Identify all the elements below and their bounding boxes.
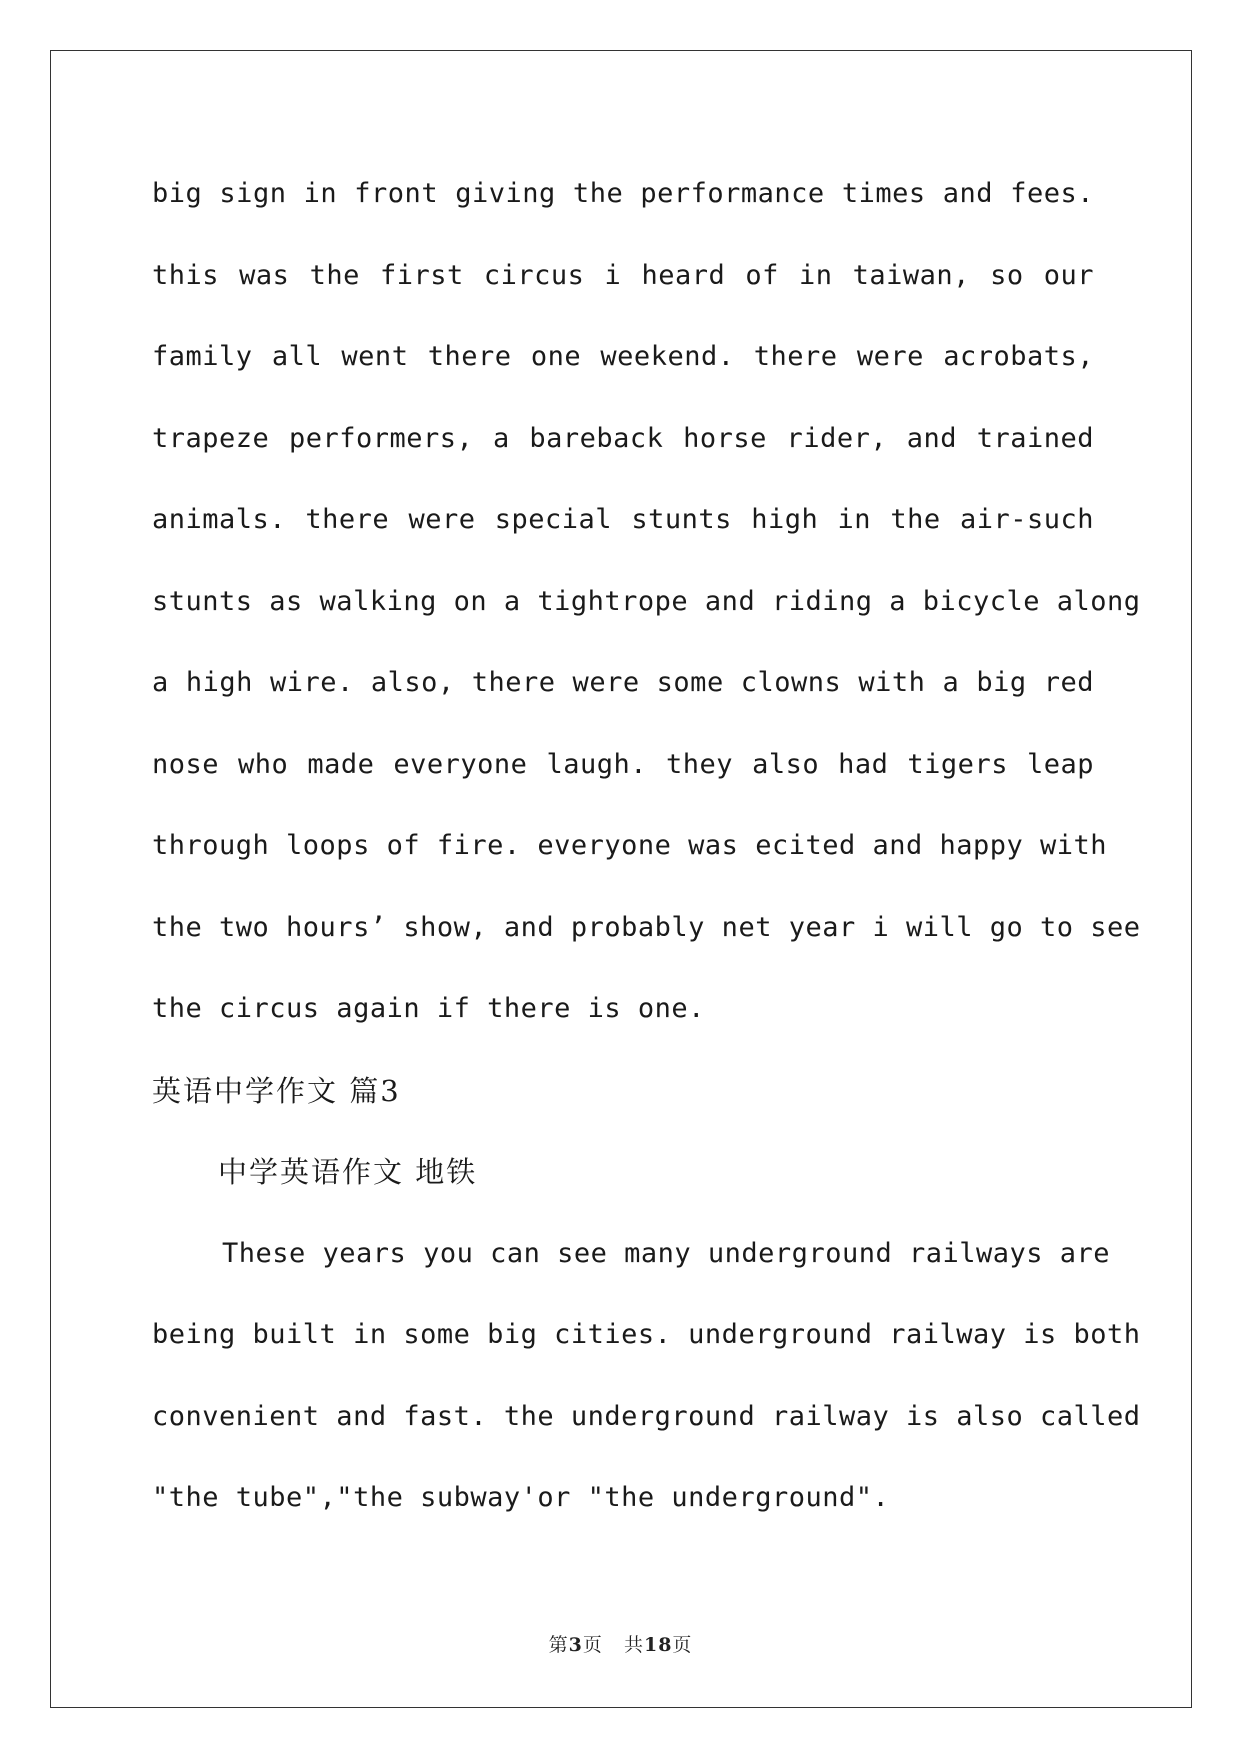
text-line: nose who made everyone laugh. they also had tigers leap [152, 748, 1094, 780]
page-footer [0, 1630, 1241, 1657]
section-heading: 英语中学作文 篇3 [152, 1073, 401, 1108]
text-line: "the tube","the subway'or "the underground". [152, 1482, 890, 1513]
text-line: convenient and fast. the underground railway is also called [152, 1400, 1141, 1432]
text-line: the two hours’ show, and probably net year i will go to see [152, 911, 1141, 943]
text-line: this was the first circus i heard of in taiwan, so our [152, 259, 1094, 291]
document-body [152, 160, 1141, 1546]
text-line: through loops of fire. everyone was ecited and happy with [152, 830, 1108, 861]
text-line: big sign in front giving the performance times and fees. [152, 178, 1094, 209]
paragraph-subway [152, 1220, 1141, 1546]
text-line: being built in some big cities. underground railway is both [152, 1319, 1141, 1350]
text-line: animals. there were special stunts high in the air-such [152, 504, 1094, 535]
page-prefix: 第 [548, 1634, 569, 1656]
total-pages: 18 [643, 1634, 673, 1656]
total-suffix: 页 [672, 1634, 693, 1656]
page-suffix: 页 [582, 1634, 603, 1656]
text-line: stunts as walking on a tightrope and riding a bicycle along [152, 585, 1141, 617]
text-line: family all went there one weekend. there were acrobats, [152, 341, 1094, 372]
text-line: the circus again if there is one. [152, 993, 705, 1024]
text-line: These years you can see many underground railways are [222, 1237, 1111, 1269]
total-prefix: 共 [623, 1634, 644, 1656]
paragraph-circus [152, 160, 1141, 1057]
essay-title: 中学英语作文 地铁 [218, 1155, 478, 1189]
text-line: a high wire. also, there were some clowns with a big red [152, 667, 1094, 698]
page-number: 3 [568, 1634, 583, 1656]
text-line: trapeze performers, a bareback horse rider, and trained [152, 422, 1094, 454]
